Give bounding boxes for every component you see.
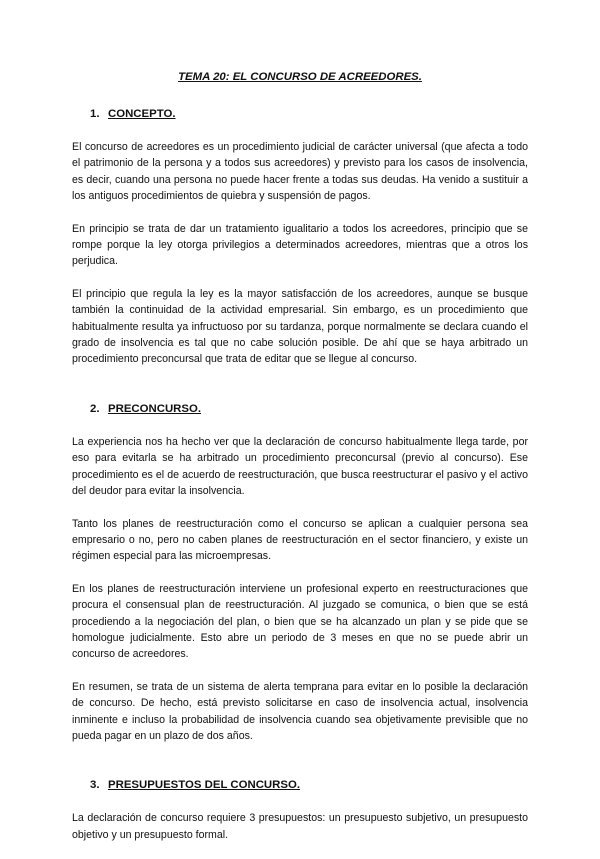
paragraph: En resumen, se trata de un sistema de alerta temprana para evitar en lo posible la declaración de concurso. De hecho, está previsto solicitarse en caso de insolvencia actual, insolvencia inminente e incluso la probabilidad de insolvencia cuando sea objetivamente previsible que no pueda pagar en un plazo de dos años. (72, 680, 528, 742)
paragraph: En principio se trata de dar un tratamiento igualitario a todos los acreedores, principio que se rompe porque la ley otorga privilegios a determinados acreedores, mientras que a otros los perjudica. (72, 222, 528, 268)
section-title: CONCEPTO. (108, 108, 176, 120)
paragraph: La declaración de concurso requiere 3 presupuestos: un presupuesto subjetivo, un presupuesto objetivo y un presupuesto formal. (72, 812, 528, 841)
section-number: 3. (90, 779, 100, 792)
paragraph: En los planes de reestructuración interviene un profesional experto en reestructuraciones que procura el consensual plan de reestructuración. Al juzgado se comunica, o bien que se está procediendo a la negociación del plan, o bien que se ha alcanzado un plan y se pide que se homologue judicialmente. Esto abre un periodo de 3 meses en que no se puede abrir un concurso de acreedores. (72, 582, 528, 661)
section-spacer (72, 384, 528, 402)
paragraph: El principio que regula la ley es la mayor satisfacción de los acreedores, aunque se busque también la continuidad de la actividad empresarial. Sin embargo, es un procedimiento que habitualmente resulta ya infructuoso por su tardanza, porque normalmente se declara cuando el grado de insolvencia es tal que no cabe solución posible. De ahí que se haya arbitrado un procedimiento preconcursal que trata de editar que se llegue al concurso. (72, 287, 528, 366)
document-title: TEMA 20: EL CONCURSO DE ACREEDORES. (178, 71, 422, 83)
section-spacer (72, 760, 528, 778)
section-number: 1. (90, 108, 100, 120)
section-heading-concepto (72, 107, 528, 122)
section-title: PRECONCURSO. (108, 402, 202, 415)
section-title: PRESUPUESTOS DEL CONCURSO. (108, 779, 300, 792)
document-page (72, 70, 528, 859)
paragraph: La experiencia nos ha hecho ver que la declaración de concurso habitualmente llega tarde, por eso para evitarla se ha arbitrado un procedimiento preconcursal (previo al concurso). Ese procedimiento es el de acuerdo de reestructuración, que busca reestructurar el pasivo y el activo del deudor para evitar la insolvencia. (72, 435, 528, 498)
section-heading-preconcurso (72, 402, 528, 417)
paragraph: El concurso de acreedores es un procedimiento judicial de carácter universal (que afecta a todo el patrimonio de la persona y a todos sus acreedores) y previsto para los casos de insolvencia, es decir, cuando una persona no puede hacer frente a todas sus deudas. Ha venido a sustituir a los antiguos procedimientos de quiebra y suspensión de pagos. (72, 141, 528, 203)
section-number: 2. (90, 402, 100, 415)
section-heading-presupuestos (72, 778, 528, 793)
paragraph: Tanto los planes de reestructuración como el concurso se aplican a cualquier persona sea empresario o no, pero no caben planes de reestructuración en el sector financiero, y existe un régimen especial para las microempresas. (72, 517, 528, 563)
